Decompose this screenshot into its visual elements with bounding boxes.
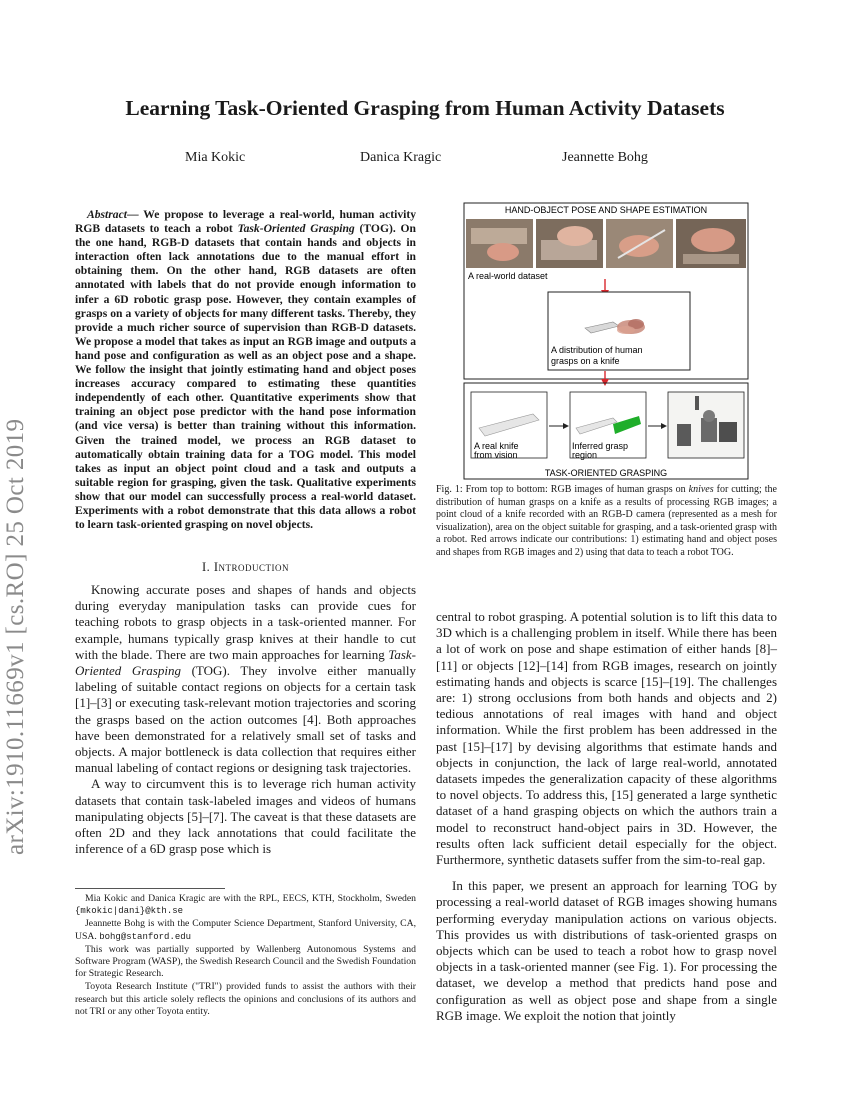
intro-paragraph-1 [75, 582, 416, 776]
flow-arrow-1-head [563, 423, 569, 429]
figure-label-inferred-1: Inferred grasp [572, 441, 629, 451]
figure-bottom-title: TASK-ORIENTED GRASPING [544, 468, 668, 478]
footnote-divider [75, 888, 225, 889]
figure-label-distribution-2: grasps on a knife [551, 356, 620, 366]
caption-text-b: for cutting; the distribution of human grasps on a knife as a results of processing RGB images; a point cloud of a knife recorded with an RGB-D camera (represented as a mesh for visualization), area on the object suitable for grasping, and a task-oriented grasp with a robot. Red arrows indicate our contributions: 1) estimating hand and object poses and shapes from RGB images and 2) using that data to teach a robot TOG. [436, 484, 777, 558]
section-title: Introduction [213, 560, 290, 574]
footnote-affiliation-1 [75, 893, 416, 917]
author-3: Jeannette Bohg [562, 150, 648, 165]
figure-label-distribution-1: A distribution of human [551, 345, 643, 355]
arxiv-stamp: arXiv:1910.11669v1 [cs.RO] 25 Oct 2019 [2, 418, 29, 855]
footnote-1-email: {mkokic|dani}@kth.se [75, 906, 184, 917]
figure-label-dataset: A real-world dataset [468, 271, 548, 281]
figure-1 [463, 200, 749, 482]
figure-label-knife-2: from vision [474, 450, 518, 460]
intro-paragraph-2: A way to circumvent this is to leverage rich human activity datasets that contain task-labeled images and videos of humans manipulating objects [5]–[7]. The caveat is that these datasets are often 2D and they lack annotations that could facilitate the inference of a 6D grasp pose which is [75, 776, 416, 857]
caption-text-a: Fig. 1: From top to bottom: RGB images of human grasps on [436, 484, 689, 495]
intro-p1-text-a: Knowing accurate poses and shapes of hands and objects during everyday manipulation tasks can provide cues for teaching robots to grasp objects in a task-oriented manner. For example, humans typically grasp knives at their handle to cut with the blade. There are two main approaches for learning [75, 582, 416, 662]
author-1: Mia Kokic [185, 150, 246, 165]
intro-right-paragraph-1: central to robot grasping. A potential solution is to lift this data to 3D which is a challenging problem in itself. While there has been a lot of work on pose and shape estimation of either hands [8]–[11] or objects [12]–[14] from RGB images, research on jointly estimating hands and objects is scarce [15]–[19]. The challenges are: 1) strong occlusions from both hands and objects and 2) tedious annotations of real images with hand and object information. While the first problem has been addressed in the past [15]–[17] by devising algorithms that estimate hands and objects in conjunction, the lack of large real-world, annotated datasets impedes the generalization capacity of these algorithms to novel objects. To address this, [15] generated a large synthetic dataset of a hand grasping objects on which the authors train a model to reconstruct hand-object pairs in 3D. However, the results often lack sufficient detail especially for the object. Furthermore, synthetic datasets suffer from the sim-to-real gap. [436, 609, 777, 868]
footnote-2-email: bohg@stanford.edu [99, 931, 192, 942]
intro-p1-emph: Task-Oriented Grasping [75, 646, 416, 679]
abstract-text-1: We propose to leverage a real-world, human activity RGB datasets to teach a robot [75, 208, 416, 236]
flow-arrow-2-head [661, 423, 667, 429]
section-number: I. [201, 560, 211, 574]
intro-left-column [75, 582, 416, 857]
abstract-label: Abstract [87, 208, 127, 221]
footnotes [75, 893, 416, 1019]
abstract: Abstract— We propose to leverage a real-world, human activity RGB datasets to teach a robot Task-Oriented Grasping (TOG). On the one hand, RGB-D datasets that contain hands and objects in interaction often lack annotations due to the manual effort in obtaining them. On the other hand, RGB datasets are often annotated with labels that do not provide enough information to infer a 6D robotic grasp pose. However, they contain examples of grasps on a variety of objects for many different tasks. Thereby, they provide a much richer source of supervision than RGB-D datasets. We propose a model that takes as input an RGB image and outputs a hand pose and configuration as well as an object pose and a shape. We follow the insight that jointly estimating hand and object poses increases accuracy compared to estimating these quantities independently of each other. Quantitative experiments show that training an object pose predictor with the hand pose information (and vice versa) is better than training without this information. Given the trained model, we process an RGB dataset to automatically obtain training data for a TOG model. This model takes as input an object point cloud and a task and outputs a suitable region for grasping, given the task. Qualitative experiments show that our model can successfully process a real-world dataset. Experiments with a robot demonstrate that this data allows a robot to learn task-oriented grasping on novel objects. [75, 208, 416, 532]
author-2: Danica Kragic [360, 150, 442, 165]
figure-label-inferred-2: region [572, 450, 598, 460]
abstract-text-2: (TOG). On the one hand, RGB-D datasets that contain hands and objects in interaction often lack annotations due to the manual effort in obtaining them. On the other hand, RGB datasets are often annotated with labels that do not provide enough information to infer a 6D robotic grasp pose. However, they contain examples of grasps on a variety of objects for many different tasks. Thereby, they provide a much richer source of supervision than RGB-D datasets. We propose a model that takes as input an RGB image and outputs a hand pose and configuration as well as an object pose and a shape. We follow the insight that jointly estimating hand and object poses increases accuracy compared to estimating these quantities independently of each other. Quantitative experiments show that training an object pose predictor with the hand pose information (and vice versa) is better than training without this information. Given the trained model, we process an RGB dataset to automatically obtain training data for a TOG model. This model takes as input an object point cloud and a task and outputs a suitable region for grasping, given the task. Qualitative experiments show that our model can successfully process a real-world dataset. Experiments with a robot demonstrate that this data allows a robot to learn task-oriented grasping on novel objects. [75, 222, 416, 532]
intro-right-column [436, 609, 777, 1024]
paper-title: Learning Task-Oriented Grasping from Human Activity Datasets [125, 96, 725, 120]
figure-top-title: HAND-OBJECT POSE AND SHAPE ESTIMATION [504, 205, 708, 215]
intro-right-paragraph-2: In this paper, we present an approach for learning TOG by processing a real-world dataset of RGB images showing humans performing everyday manipulation actions on various objects. This provides us with distributions of task-oriented grasps on objects which can be used to teach a robot how to grasp novel objects in a task-oriented manner (see Fig. 1). For processing the dataset, we develop a method that predicts hand pose and configuration as well as object pose and shape from a single RGB image. We exploit the notion that jointly [436, 878, 777, 1023]
footnote-affiliation-2 [75, 918, 416, 942]
abstract-emph: Task-Oriented Grasping [237, 222, 355, 236]
rgb-image-strip [466, 219, 746, 268]
footnote-1-text: Mia Kokic and Danica Kragic are with the RPL, EECS, KTH, Stockholm, Sweden [85, 893, 416, 904]
caption-emph: knives [688, 484, 714, 495]
footnote-funding: This work was partially supported by Wallenberg Autonomous Systems and Software Program (WASP), the Swedish Research Council and the Swedish Foundation for Strategic Research. [75, 943, 416, 980]
footnote-toyota: Toyota Research Institute ("TRI") provided funds to assist the authors with their research but this article solely reflects the opinions and conclusions of its authors and not TRI or any other Toyota entity. [75, 981, 416, 1017]
intro-p1-text-b: (TOG). They involve either manually labeling of suitable contact regions on objects for a certain task [1]–[3] or executing task-relevant motion trajectories and scoring the grasps based on the action outcomes [4]. Both approaches have been demonstrated for a relatively small set of tasks and objects. A major bottleneck is data collection that requires either manual labeling of contact regions or designing task trajectories. [75, 663, 416, 776]
section-heading-introduction [75, 560, 416, 575]
figure-label-knife-1: A real knife [474, 441, 519, 451]
figure-1-caption [436, 484, 777, 559]
footnote-2-text: Jeannette Bohg is with the Computer Science Department, Stanford University, CA, USA. [75, 918, 416, 942]
